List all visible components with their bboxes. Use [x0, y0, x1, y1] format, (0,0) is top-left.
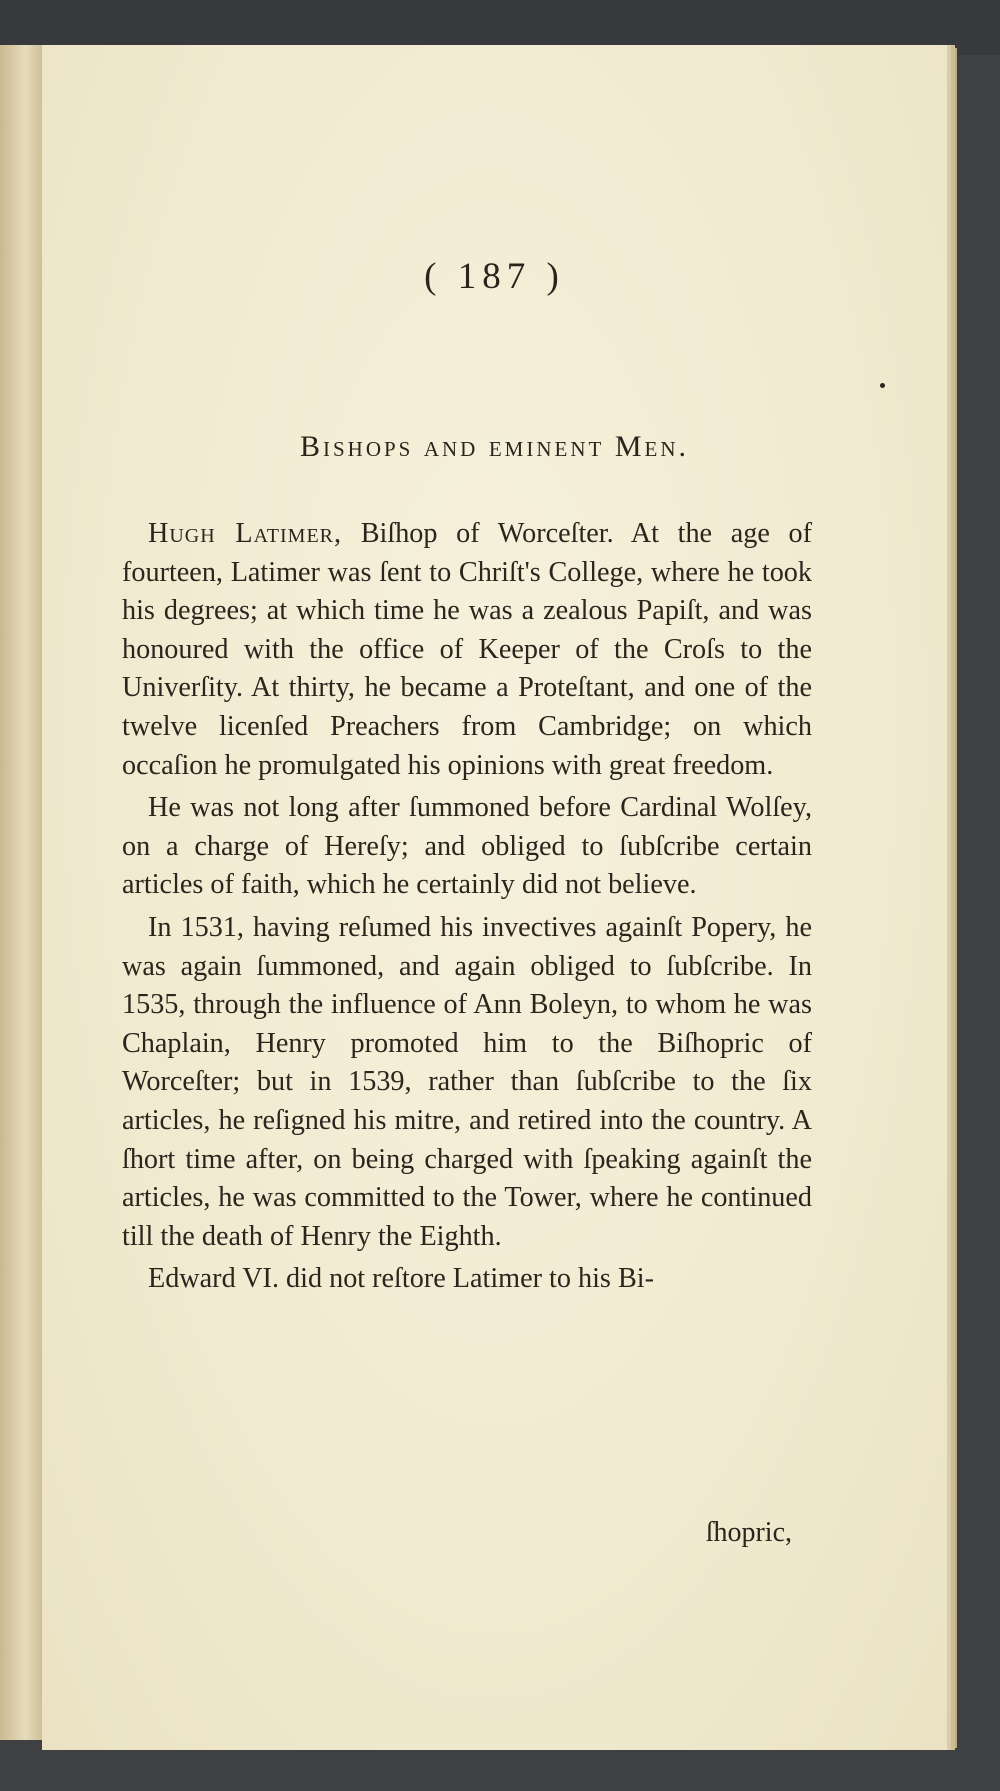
book-page	[42, 45, 947, 1750]
page-fore-edge	[947, 48, 957, 1748]
paragraph-text: In 1531, having reſumed his invectives againſt Popery, he was again ſummoned, and again obliged to ſubſcribe. In 1535, through the influence of Ann Boleyn, to whom he was Chaplain, Henry promoted him to the Biſhopric of Worceſter; but in 1539, rather than ſubſcribe to the ſix articles, he reſigned his mitre, and retired into the country. A ſhort time after, on being charged with ſpeaking againſt the articles, he was committed to the Tower, where he continued till the death of Henry the Eighth.	[122, 911, 812, 1252]
ink-speck	[880, 383, 885, 388]
paragraph-text: He was not long after ſummoned before Cardinal Wolſey, on a charge of Hereſy; and obliged to ſubſcribe certain articles of faith, which he certainly did not believe.	[122, 792, 812, 901]
body-text	[122, 515, 812, 1303]
paragraph-3	[122, 909, 812, 1256]
catchword: ſhopric,	[705, 1517, 792, 1548]
facing-page-edge	[0, 45, 44, 1740]
paragraph-2	[122, 789, 812, 905]
paragraph-4	[122, 1260, 812, 1299]
page-number: ( 187 )	[424, 256, 565, 297]
paragraph-text: Edward VI. did not reſtore Latimer to his Bi-	[148, 1263, 654, 1295]
paragraph-text: Biſhop of Worceſter. At the age of fourteen, Latimer was ſent to Chriſt's College, where he took his degrees; at which time he was a zealous Papiſt, and was honoured with the office of Keeper of the Croſs to the Univerſity. At thirty, he became a Proteſtant, and one of the twelve licenſed Preachers from Cambridge; on which occaſion he promulgated his opinions with great freedom.	[122, 518, 812, 781]
paragraph-1	[122, 515, 812, 785]
section-heading: Bishops and eminent Men.	[299, 430, 689, 463]
lead-name: Hugh Latimer,	[148, 518, 343, 549]
